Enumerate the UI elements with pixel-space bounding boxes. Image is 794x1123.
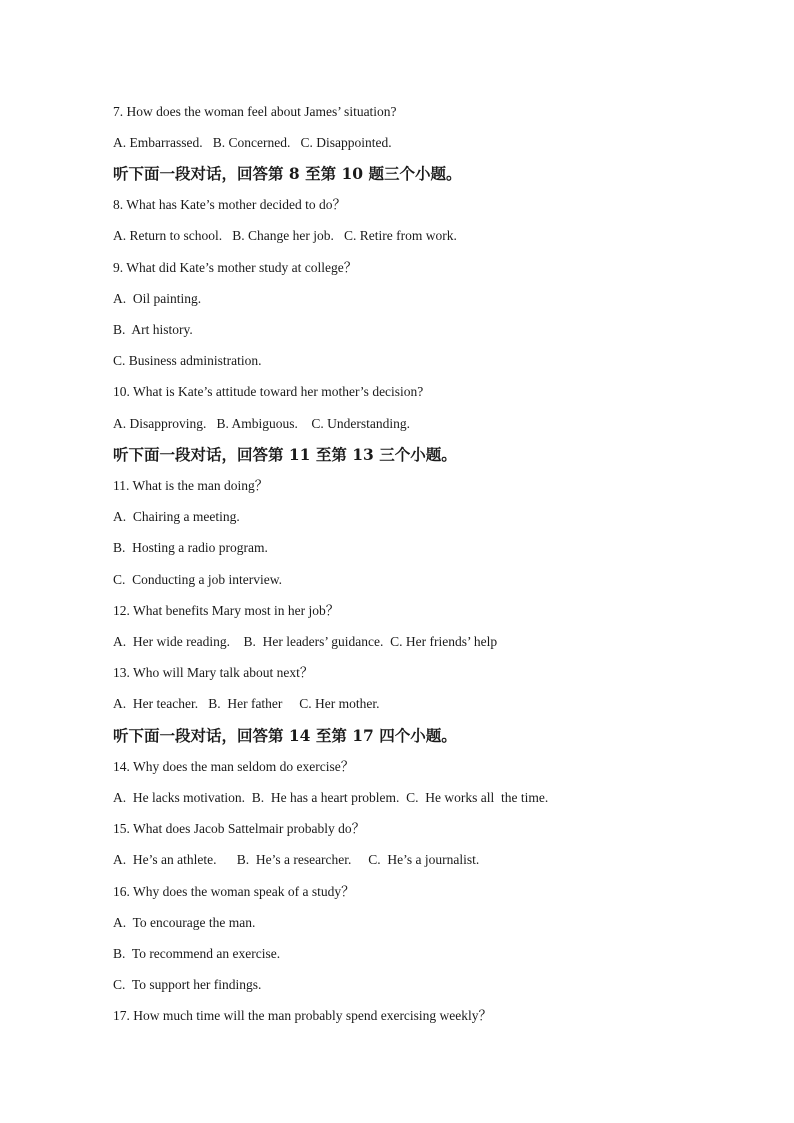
question-16-option-a: A. To encourage the man. (113, 915, 256, 930)
question-11-option-a: A. Chairing a meeting. (113, 509, 240, 524)
question-14: 14. Why does the man seldom do exercise？ (113, 759, 355, 774)
question-9: 9. What did Kate’s mother study at college？ (113, 260, 358, 275)
question-17: 17. How much time will the man probably spend exercising weekly？ (113, 1008, 493, 1023)
question-8-options: A. Return to school. B. Change her job. C. Retire from work. (113, 228, 457, 243)
section-heading-11-13: 听下面一段对话，回答第 11 至第 13 三个小题。 (113, 445, 457, 464)
question-10-options: A. Disapproving. B. Ambiguous. C. Understanding. (113, 416, 410, 431)
question-9-option-b: B. Art history. (113, 322, 193, 337)
question-7-options: A. Embarrassed. B. Concerned. C. Disappointed. (113, 135, 392, 150)
question-13-options: A. Her teacher. B. Her father C. Her mother. (113, 696, 380, 711)
section-heading-14-17: 听下面一段对话，回答第 14 至第 17 四个小题。 (113, 726, 457, 745)
question-9-option-a: A. Oil painting. (113, 291, 202, 306)
question-16-option-c: C. To support her findings. (113, 977, 262, 992)
question-7: 7. How does the woman feel about James’ situation? (113, 104, 397, 119)
question-16: 16. Why does the woman speak of a study？ (113, 884, 355, 899)
question-16-option-b: B. To recommend an exercise. (113, 946, 281, 961)
question-15-options: A. He’s an athlete. B. He’s a researcher. C. He’s a journalist. (113, 852, 480, 867)
question-9-option-c: C. Business administration. (113, 353, 262, 368)
section-heading-8-10: 听下面一段对话，回答第 8 至第 10 题三个小题。 (113, 164, 462, 183)
question-10: 10. What is Kate’s attitude toward her mother’s decision? (113, 384, 424, 399)
question-15: 15. What does Jacob Sattelmair probably do？ (113, 821, 366, 836)
question-11-option-c: C. Conducting a job interview. (113, 572, 282, 587)
question-11-option-b: B. Hosting a radio program. (113, 540, 268, 555)
question-8: 8. What has Kate’s mother decided to do？ (113, 197, 346, 212)
question-14-options: A. He lacks motivation. B. He has a heart problem. C. He works all the time. (113, 790, 549, 805)
question-12: 12. What benefits Mary most in her job？ (113, 603, 340, 618)
question-13: 13. Who will Mary talk about next？ (113, 665, 314, 680)
question-11: 11. What is the man doing？ (113, 478, 269, 493)
question-12-options: A. Her wide reading. B. Her leaders’ guidance. C. Her friends’ help (113, 634, 498, 649)
